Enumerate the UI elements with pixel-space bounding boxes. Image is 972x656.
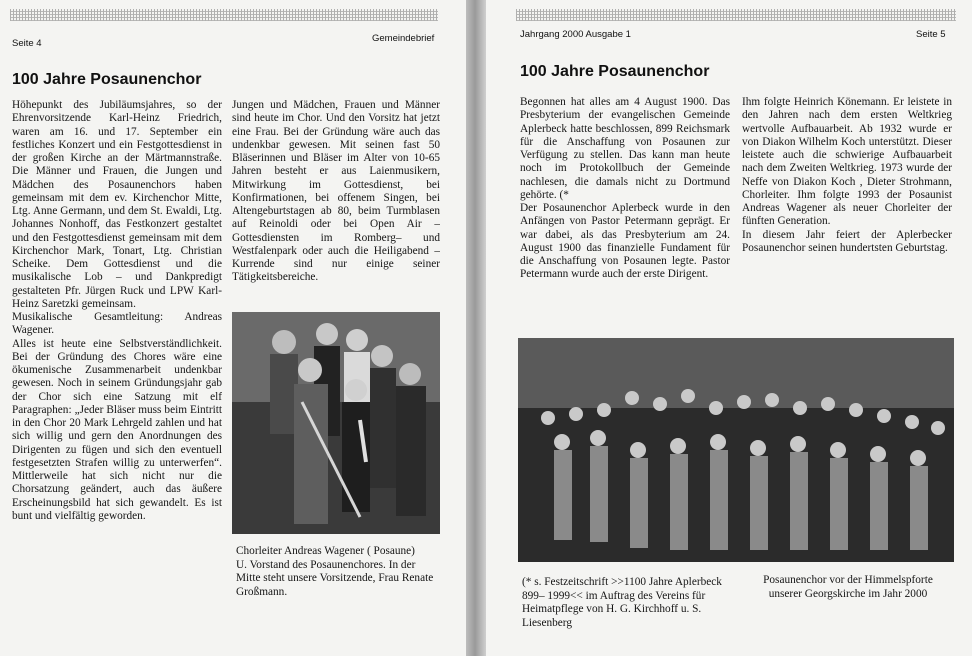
photo-caption: Posaunenchor vor der Himmelspforte unserer Georgskirche im Jahr 2000 bbox=[763, 574, 933, 600]
header-rule bbox=[10, 9, 438, 21]
article-title: 100 Jahre Posaunenchor bbox=[12, 71, 202, 88]
brass-leaders-photo bbox=[232, 312, 440, 534]
choir-group-photo bbox=[518, 338, 954, 562]
article-column-2: Jungen und Mädchen, Frauen und Männer sind heute im Chor. Und den Vorsitz hat jetzt eine Frau. Bei der Gründung wäre auch das undenkbar gewesen. Mit seinen fast 50 Bläserinnen und Bläser im Alter von 10-65 Jahren besteht er aus Laienmusikern, Mitwirkung im Gottesdienst, bei Konfirmationen, bei offenem Singen, bei Altengeburtstagen ab 80, beim Turmblasen auf Reinoldi oder bei Open Air –Gottesdiensten im Romberg– und Westfalenpark oder auch die Heiligabend – Kurrende sind nur einige seiner Tätigkeitsbereiche. bbox=[232, 99, 440, 284]
article-column-1: Begonnen hat alles am 4 August 1900. Das Presbyterium der evangelischen Gemeinde Aplerbeck hatte beschlossen, 899 Reichsmark für die Anschaffung von Posaunen zur Verfügung zu stellen. Das kann man heute noch im Protokollbuch der Gemeinde nachlesen, die damals nicht zu Dortmund gehörte. (* Der Posaunenchor Aplerbeck wurde in den Anfängen von Pastor Petermann geprägt. Er war dabei, als das Presbyterium am 24. August 1900 das finanzielle Fundament für die Anschaffung von Posaunen legte. Pastor Petermann wurde auch der erste Dirigent. bbox=[520, 96, 730, 281]
photo-caption: Chorleiter Andreas Wagener ( Posaune) U. Vorstand des Posaunenchores. In der Mitte steht unsere Vorsitzende, Frau Renate Großmann. bbox=[236, 545, 434, 598]
page-number: Seite 5 bbox=[916, 29, 946, 40]
article-title: 100 Jahre Posaunenchor bbox=[520, 63, 710, 80]
left-page bbox=[0, 0, 466, 656]
page-number: Seite 4 bbox=[12, 38, 42, 49]
footnote: (* s. Festzeitschrift >>1100 Jahre Aplerbeck 899– 1999<< im Auftrag des Vereins für Heimatpflege von H. G. Kirchhoff u. S. Liesenberg bbox=[522, 576, 722, 629]
book-gutter bbox=[466, 0, 486, 656]
issue-label: Jahrgang 2000 Ausgabe 1 bbox=[520, 29, 631, 40]
publication-name: Gemeindebrief bbox=[372, 33, 435, 44]
article-column-1: Höhepunkt des Jubiläumsjahres, so der Ehrenvorsitzende Karl-Heinz Friedrich, waren am 16. und 17. September ein festliches Konzert und ein Festgottesdienst in der großen Kirche an der Märtmannstraße. Die Männer und Frauen, die Jungen und Mädchen des Posaunenchors haben gemeinsam mit dem ev. Kirchenchor Mitte, Ltg. Anne Germann, und dem St. Ewaldi, Ltg. Johannes Nonhoff, das Festkonzert gestaltet und den Festgottesdienst gemeinsam mit dem Kirchenchor Mark, Tonart, Ltg. Christian Scheike. Dem Gottesdienst und die musikalische Lob – und Dankpredigt gestalteten Pfr. Jürgen Ruck und LPW Karl-Heinz Saretzki gemeinsam. Musikalische Gesamtleitung: Andreas Wagener. Alles ist heute eine Selbstverständlichkeit. Bei der Gründung des Chores wäre eine ökumenische Zusammenarbeit undenkbar gewesen. Noch in seinem Gründungsjahr gab der Chor sich eine Satzung mit elf Paragraphen: „Jeder Bläser muss beim Eintritt in den Chor 20 Mark Lehrgeld zahlen und hat sich willig und gern den Anordnungen des Dirigenten zu fügen und sich den eventuell festgesetzten Strafen willig zu unterwerfen“. Mittlerweile hat sich nicht nur die Chorsatzung geändert, auch das äußere Erscheinungsbild hat sich gewandelt. Es ist bunt und vielfältig geworden. bbox=[12, 99, 222, 522]
header-rule bbox=[516, 9, 956, 21]
article-column-2: Ihm folgte Heinrich Könemann. Er leistete in den Jahren nach dem ersten Weltkrieg wertvolle Aufbauarbeit. Ab 1932 wurde er von Diakon Wilhelm Koch unterstützt. Dieser leistete auch die schwierige Aufbauarbeit nach dem Zweiten Weltkrieg. 1973 wurde der Neffe von Diakon Koch , Dieter Strohmann, Chorleiter. Ihm folgte 1993 der Posaunist Andreas Wagener als neuer Chorleiter der fünften Generation. In diesem Jahr feiert der Aplerbecker Posaunenchor seinen hundertsten Geburtstag. bbox=[742, 96, 952, 254]
right-page bbox=[486, 0, 972, 656]
